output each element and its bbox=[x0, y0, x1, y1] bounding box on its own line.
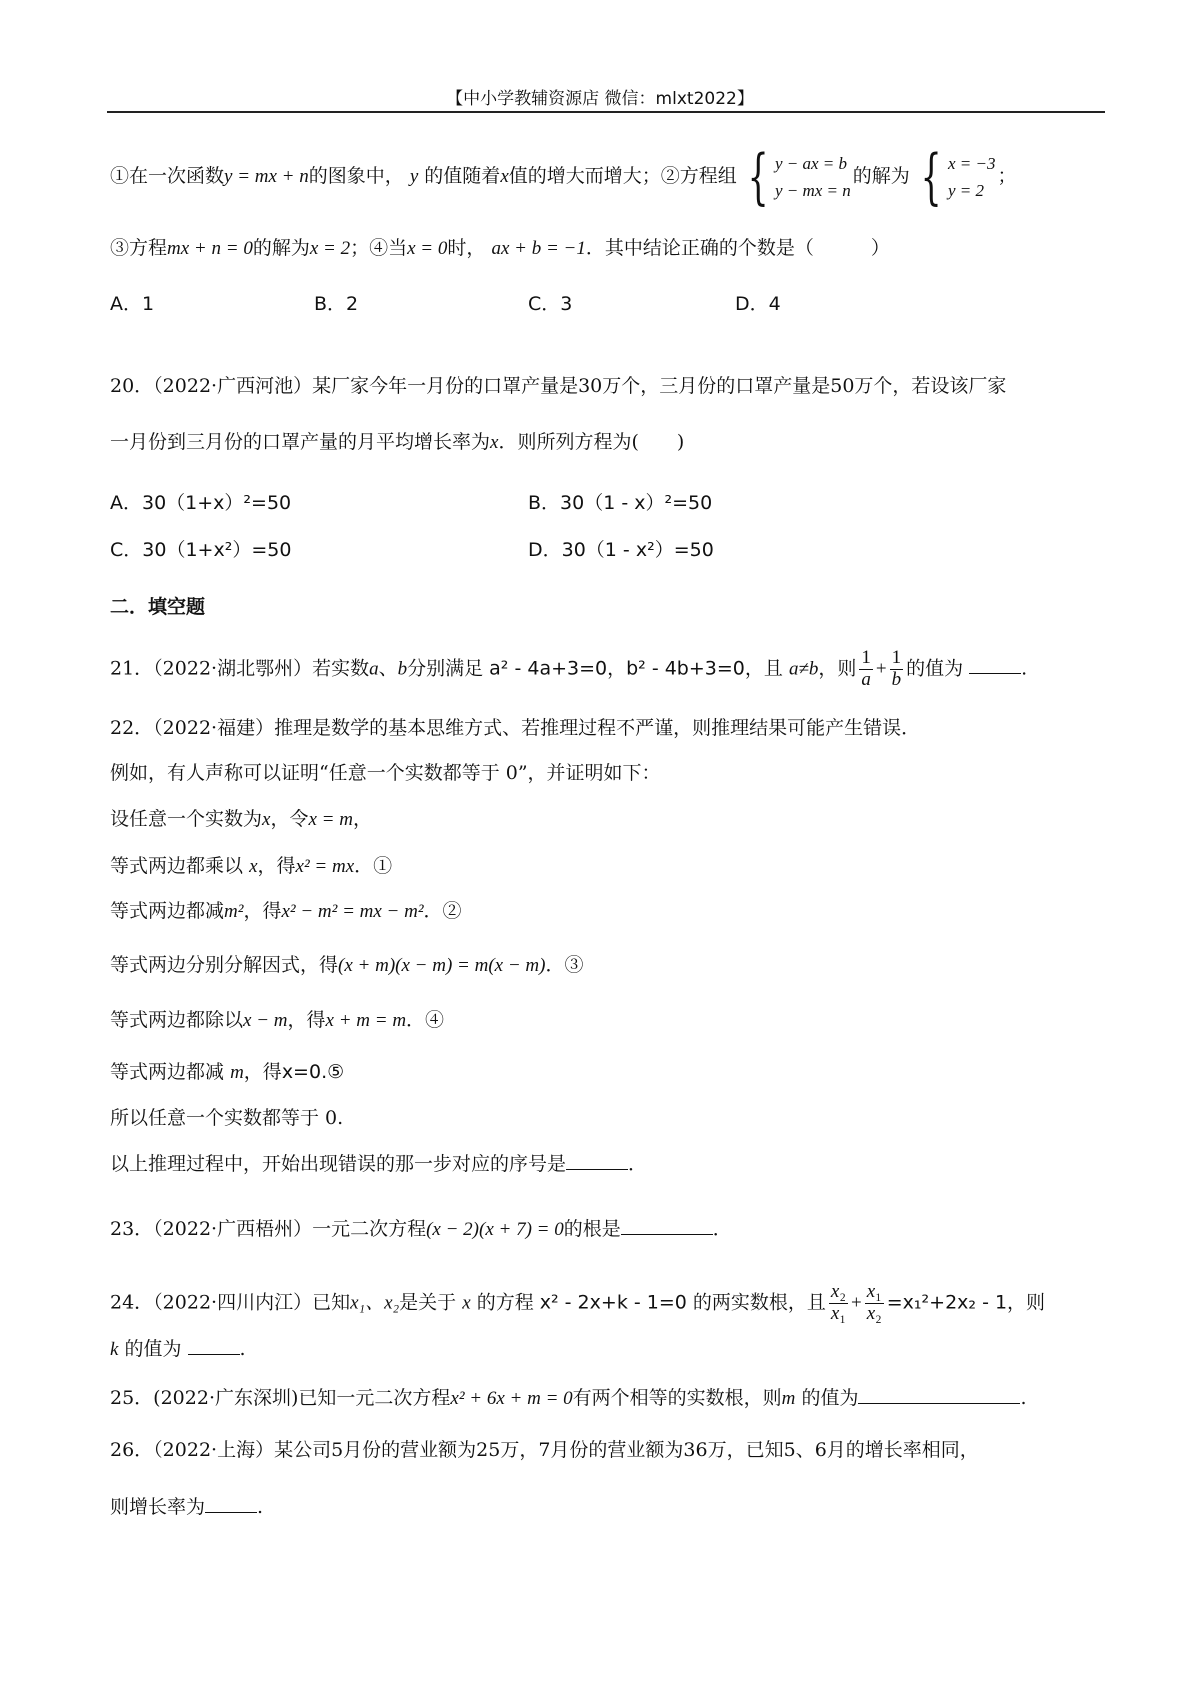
q25-text-c: 有两个相等的实数根，则 bbox=[572, 1387, 782, 1409]
q22-l4-step: ．① bbox=[354, 855, 393, 877]
q24-text-l2b: 的值为 bbox=[124, 1338, 182, 1360]
q22-l3-comma: ， bbox=[352, 808, 372, 830]
q22-line3: 设任意一个实数为x，令x = m， bbox=[110, 808, 372, 830]
q23-period: ． bbox=[712, 1218, 732, 1240]
q22-line7 bbox=[110, 1010, 444, 1032]
q19-eq3: x = 2 bbox=[309, 238, 351, 259]
q22-line9: 所以任意一个实数都等于 0. bbox=[110, 1107, 344, 1129]
q19-line1 bbox=[110, 142, 1017, 213]
q22-l10-text: 以上推理过程中，开始出现错误的那一步对应的序号是 bbox=[110, 1153, 567, 1175]
q21-var-b: b bbox=[397, 658, 408, 680]
q22-l8-text: 等式两边都减 bbox=[110, 1061, 225, 1083]
q22-l4-get: ，得 bbox=[257, 855, 296, 877]
q24-text-e: 的方程 bbox=[476, 1291, 534, 1314]
q20-option-d: D．30（1 - x²）=50 bbox=[528, 539, 714, 561]
q22-l4-text: 等式两边都乘以 bbox=[110, 855, 244, 877]
q22-l6-step: ．③ bbox=[545, 954, 584, 976]
q21-answer-blank[interactable] bbox=[969, 657, 1021, 674]
q19-eq2: mx + n = 0 bbox=[167, 238, 253, 259]
q24-fraction-x2-over-x1: $\frac{\text{x₂}}{\text{x₁}}$ bbox=[830, 1281, 846, 1324]
q22-line6 bbox=[110, 955, 583, 977]
q19-text-10: 时， bbox=[447, 237, 486, 259]
q22-l8-m: m bbox=[230, 1062, 244, 1083]
q24-answer-blank[interactable] bbox=[188, 1338, 240, 1355]
q24-period: . bbox=[239, 1338, 246, 1360]
q21-var-a: a bbox=[369, 658, 379, 680]
q22-line5 bbox=[110, 901, 462, 923]
q19-text-7: ③方程 bbox=[110, 237, 168, 259]
q26-answer-blank[interactable] bbox=[205, 1496, 257, 1513]
q20-xvar: x bbox=[490, 432, 499, 453]
q24-line2 bbox=[110, 1338, 246, 1361]
q22-l7-text: 等式两边都除以 bbox=[110, 1009, 244, 1031]
q20-line2 bbox=[110, 432, 684, 454]
q22-l3-eq: x = m bbox=[308, 809, 353, 830]
q20-option-c: C．30（1+x²）=50 bbox=[110, 539, 292, 561]
q25-equation: x² + 6x + m = 0 bbox=[450, 1388, 573, 1409]
q25-mvar: m bbox=[781, 1388, 796, 1409]
q24-text-g: 的两实数根，且 bbox=[692, 1291, 826, 1314]
q22-l6-text: 等式两边分别分解因式，得 bbox=[110, 954, 339, 976]
q21-fraction-1-over-a: $\frac{1}{a}$ bbox=[861, 647, 871, 690]
q22-line10 bbox=[110, 1153, 647, 1176]
section-title-fill-in: 二．填空题 bbox=[110, 596, 206, 618]
q19-option-a: A．1 bbox=[110, 293, 155, 315]
page-header: 【中小学教辅资源店 微信：mlxt2022】 bbox=[446, 89, 754, 109]
q21-text-a: 21．（2022·湖北鄂州）若实数 bbox=[110, 657, 370, 680]
q22-l7-eq: x + m = m bbox=[325, 1010, 407, 1031]
q22-l10-period: ． bbox=[628, 1153, 648, 1175]
q21-text-c: 、 bbox=[378, 657, 398, 680]
q19-eq5: ax + b = −1 bbox=[491, 238, 586, 259]
q25-text-e: 的值为 bbox=[801, 1387, 859, 1409]
q22-l3-let: ，令 bbox=[270, 808, 309, 830]
q22-line8 bbox=[110, 1062, 344, 1084]
q19-text-9: ；④当 bbox=[350, 237, 408, 259]
q19-system-2: { x = −3 y = 2 bbox=[920, 142, 996, 213]
q19-option-b: B．2 bbox=[314, 293, 359, 315]
q22-l7-divisor: x − m bbox=[243, 1010, 288, 1031]
q19-eq1: y = mx + n bbox=[224, 166, 309, 188]
q19-eq4: x = 0 bbox=[407, 238, 448, 259]
q21-text-e: 分别满足 bbox=[407, 657, 484, 680]
q26-line2 bbox=[110, 1496, 263, 1519]
q22-l4-eq: x² = mx bbox=[295, 856, 355, 877]
q24-line1: 24．（2022·四川内江）已知x₁、x₂是关于 x 的方程 x² - 2x+k - 1=0 的两实数根，且 $\frac{\text{x₂}}{\text{x₁}}$ + $\frac{\text{x₁}}{\text{x₂}}$ =x₁²+2x₂ - 1，则 bbox=[110, 1281, 1046, 1324]
q22-line4: 等式两边都乘以 x，得x² = mx．① bbox=[110, 855, 393, 877]
q19-option-d: D．4 bbox=[735, 293, 781, 315]
q21-line: 21．（2022·湖北鄂州）若实数a、b分别满足 a² - 4a+3=0，b² - 4b+3=0，且 a≠b，则 $\frac{1}{a}$ + $\frac{1}{b}$ 的值为 . bbox=[110, 647, 1028, 690]
q19-line2 bbox=[110, 238, 890, 260]
q21-fraction-1-over-b: $\frac{1}{b}$ bbox=[891, 647, 902, 690]
q22-line2: 例如，有人声称可以证明“任意一个实数都等于 0”，并证明如下： bbox=[110, 762, 661, 784]
q23-text-c: 的根是 bbox=[563, 1218, 621, 1240]
q20-option-a: A．30（1+x）²=50 bbox=[110, 492, 292, 514]
q22-l5-step: ．② bbox=[423, 900, 462, 922]
q25-text-a: 25．(2022·广东深圳)已知一元二次方程 bbox=[110, 1387, 451, 1409]
q22-l3-text: 设任意一个实数为 bbox=[110, 808, 263, 830]
q26-line1: 26．（2022·上海）某公司5月份的营业额为25万，7月份的营业额为36万，已知5、6月的增长率相同， bbox=[110, 1439, 979, 1461]
q19-text-4: 值的增大而增大；②方程组 bbox=[508, 165, 737, 188]
q19-text-6: ； bbox=[997, 165, 1017, 188]
q24-fraction-x1-over-x2: $\frac{\text{x₁}}{\text{x₂}}$ bbox=[866, 1281, 882, 1324]
q22-l8-eq: x=0.⑤ bbox=[281, 1061, 345, 1083]
q24-xvar: x bbox=[462, 1292, 471, 1314]
q21-condition: a≠b bbox=[788, 658, 819, 680]
q22-l5-text: 等式两边都减 bbox=[110, 900, 225, 922]
q19-text-8: 的解为 bbox=[252, 237, 310, 259]
q19-text-2: 的图象中， bbox=[308, 165, 404, 188]
q24-kvar: k bbox=[110, 1339, 119, 1360]
q24-roots: x₁、x₂ bbox=[350, 1292, 400, 1314]
q19-text-3: 的值随着 bbox=[424, 165, 501, 188]
q24-text-c: 是关于 bbox=[399, 1291, 457, 1314]
q21-text-i: 的值为 bbox=[906, 657, 964, 680]
q25-line bbox=[110, 1387, 1027, 1410]
q25-period: . bbox=[1020, 1387, 1027, 1409]
q19-text-1: ①在一次函数 bbox=[110, 165, 225, 188]
q24-equation: x² - 2x+k - 1=0 bbox=[539, 1291, 687, 1314]
q22-l6-eq: (x + m)(x − m) = m(x − m) bbox=[338, 955, 546, 976]
q20-option-b: B．30（1 - x）²=50 bbox=[528, 492, 713, 514]
q20-text-a: 一月份到三月份的口罩产量的月平均增长率为 bbox=[110, 431, 491, 453]
q19-option-c: C．3 bbox=[528, 293, 573, 315]
q19-text-5: 的解为 bbox=[852, 165, 910, 188]
q22-line1: 22．（2022·福建）推理是数学的基本思维方式、若推理过程不严谨，则推理结果可能产生错误． bbox=[110, 717, 921, 739]
q26-period: . bbox=[257, 1496, 264, 1518]
q19-system-1: { y − ax = b y − mx = n bbox=[747, 142, 851, 213]
q24-text-h: =x₁²+2x₂ - 1，则 bbox=[886, 1291, 1046, 1314]
q21-text-h: ，则 bbox=[818, 657, 857, 680]
q19-text-11: ．其中结论正确的个数是（ ） bbox=[585, 237, 890, 259]
q20-text-c: ．则所列方程为( ) bbox=[498, 431, 685, 453]
q22-l7-step: ．④ bbox=[406, 1009, 445, 1031]
q22-l5-m2: m² bbox=[224, 901, 244, 922]
q19-yvar: y bbox=[409, 166, 419, 188]
q24-text-a: 24．（2022·四川内江）已知 bbox=[110, 1291, 351, 1314]
q26-text-a: 则增长率为 bbox=[110, 1496, 206, 1518]
q21-period: . bbox=[1021, 657, 1028, 680]
q23-text-a: 23．（2022·广西梧州）一元二次方程 bbox=[110, 1218, 427, 1240]
q22-l5-eq: x² − m² = mx − m² bbox=[281, 901, 424, 922]
q23-answer-blank[interactable] bbox=[621, 1218, 713, 1235]
q23-equation: (x − 2)(x + 7) = 0 bbox=[426, 1219, 564, 1240]
q22-l7-get: ，得 bbox=[287, 1009, 326, 1031]
q21-equations: a² - 4a+3=0，b² - 4b+3=0，且 bbox=[489, 657, 783, 680]
q23-line bbox=[110, 1218, 732, 1241]
q22-answer-blank[interactable] bbox=[566, 1153, 628, 1170]
q22-l8-get: ，得 bbox=[243, 1061, 282, 1083]
q25-answer-blank[interactable] bbox=[858, 1387, 1020, 1404]
q19-xvar: x bbox=[500, 166, 509, 188]
q22-l5-get: ，得 bbox=[243, 900, 282, 922]
header-rule bbox=[107, 111, 1105, 113]
q20-line1: 20．（2022·广西河池）某厂家今年一月份的口罩产量是30万个，三月份的口罩产量是50万个，若设该厂家 bbox=[110, 375, 1007, 397]
